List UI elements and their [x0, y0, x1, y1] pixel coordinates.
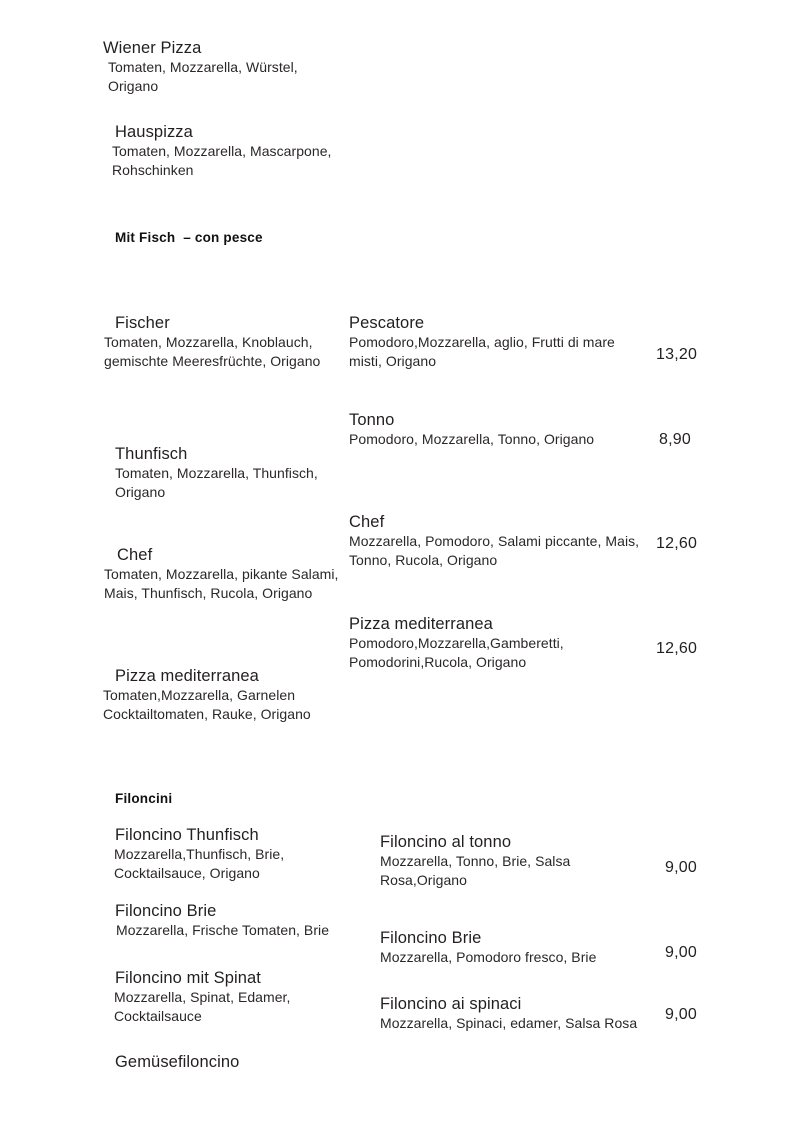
item-description: Pomodoro, Mozzarella, Tonno, Origano	[349, 431, 595, 447]
menu-item-filoncino-brie-de	[115, 901, 375, 940]
item-name: Wiener Pizza	[103, 39, 202, 57]
menu-item-filoncino-al-tonno-it	[380, 832, 660, 889]
menu-item-thunfisch-de	[115, 444, 360, 501]
menu-item-tonno-it	[349, 410, 639, 449]
menu-item-filoncino-thunfisch-de	[115, 825, 365, 882]
menu-item-pescatore-it	[349, 313, 639, 370]
item-description: Mozzarella, Frische Tomaten, Brie	[116, 922, 330, 938]
item-price-filoncino-brie: 9,00	[665, 944, 697, 961]
item-name: Filoncino al tonno	[380, 833, 512, 851]
item-description: Mozzarella, Pomodoro, Salami piccante, Mais, Tonno, Rucola, Origano	[349, 533, 640, 568]
item-price-filoncino-ai-spinaci: 9,00	[665, 1006, 697, 1023]
menu-item-filoncino-ai-spinaci-it	[380, 994, 660, 1033]
item-description: Mozzarella, Spinat, Edamer, Cocktailsauce	[114, 989, 291, 1024]
item-name: Pizza mediterranea	[349, 615, 493, 633]
item-price-pescatore: 13,20	[656, 346, 698, 363]
item-price-pizza-mediterranea: 12,60	[656, 640, 698, 657]
section-heading-mit-fisch: Mit Fisch – con pesce	[115, 230, 263, 245]
item-description: Tomaten, Mozzarella, Thunfisch, Origano	[115, 465, 318, 500]
item-description: Tomaten, Mozzarella, Mascarpone, Rohschinken	[112, 143, 332, 178]
menu-item-filoncino-brie-it	[380, 928, 670, 967]
item-name: Filoncino ai spinaci	[380, 995, 522, 1013]
menu-item-chef-it	[349, 512, 679, 569]
item-name: Pizza mediterranea	[115, 667, 259, 685]
item-name: Filoncino Brie	[380, 929, 482, 947]
menu-item-hauspizza	[112, 122, 355, 179]
menu-item-filoncino-mit-spinat-de	[115, 968, 365, 1025]
menu-item-pizza-mediterranea-de	[103, 666, 365, 723]
item-name: Filoncino mit Spinat	[115, 969, 261, 987]
item-name: Gemüsefiloncino	[115, 1053, 240, 1071]
item-description: Mozzarella, Spinaci, edamer, Salsa Rosa	[380, 1015, 638, 1031]
item-name: Chef	[349, 513, 385, 531]
item-price-filoncino-al-tonno: 9,00	[665, 859, 697, 876]
item-name: Chef	[117, 546, 153, 564]
item-description: Pomodoro,Mozzarella,Gamberetti, Pomodorini,Rucola, Origano	[349, 635, 564, 670]
item-description: Pomodoro,Mozzarella, aglio, Frutti di mare misti, Origano	[349, 334, 615, 369]
section-heading-filoncini: Filoncini	[115, 791, 173, 806]
item-description: Mozzarella, Tonno, Brie, Salsa Rosa,Origano	[380, 853, 571, 888]
item-name: Filoncino Thunfisch	[115, 826, 259, 844]
item-description: Tomaten, Mozzarella, Würstel, Origano	[108, 59, 298, 94]
item-description: Tomaten, Mozzarella, Knoblauch, gemischte Meeresfrüchte, Origano	[104, 334, 321, 369]
menu-item-fischer-de	[104, 313, 360, 370]
menu-item-chef-de	[104, 545, 367, 602]
menu-item-gemuesefiloncino-de	[115, 1052, 365, 1072]
item-price-tonno: 8,90	[659, 431, 691, 448]
item-price-chef: 12,60	[656, 535, 698, 552]
item-name: Thunfisch	[115, 445, 188, 463]
item-name: Hauspizza	[115, 123, 193, 141]
menu-item-wiener-pizza	[103, 38, 343, 95]
item-name: Filoncino Brie	[115, 902, 217, 920]
item-name: Pescatore	[349, 314, 425, 332]
item-description: Mozzarella, Pomodoro fresco, Brie	[380, 949, 597, 965]
item-description: Mozzarella,Thunfisch, Brie, Cocktailsauce, Origano	[114, 846, 285, 881]
item-description: Tomaten,Mozzarella, Garnelen Cocktailtomaten, Rauke, Origano	[103, 687, 311, 722]
item-name: Tonno	[349, 411, 395, 429]
item-name: Fischer	[115, 314, 170, 332]
item-description: Tomaten, Mozzarella, pikante Salami, Mais, Thunfisch, Rucola, Origano	[104, 566, 339, 601]
menu-item-pizza-mediterranea-it	[349, 614, 649, 671]
